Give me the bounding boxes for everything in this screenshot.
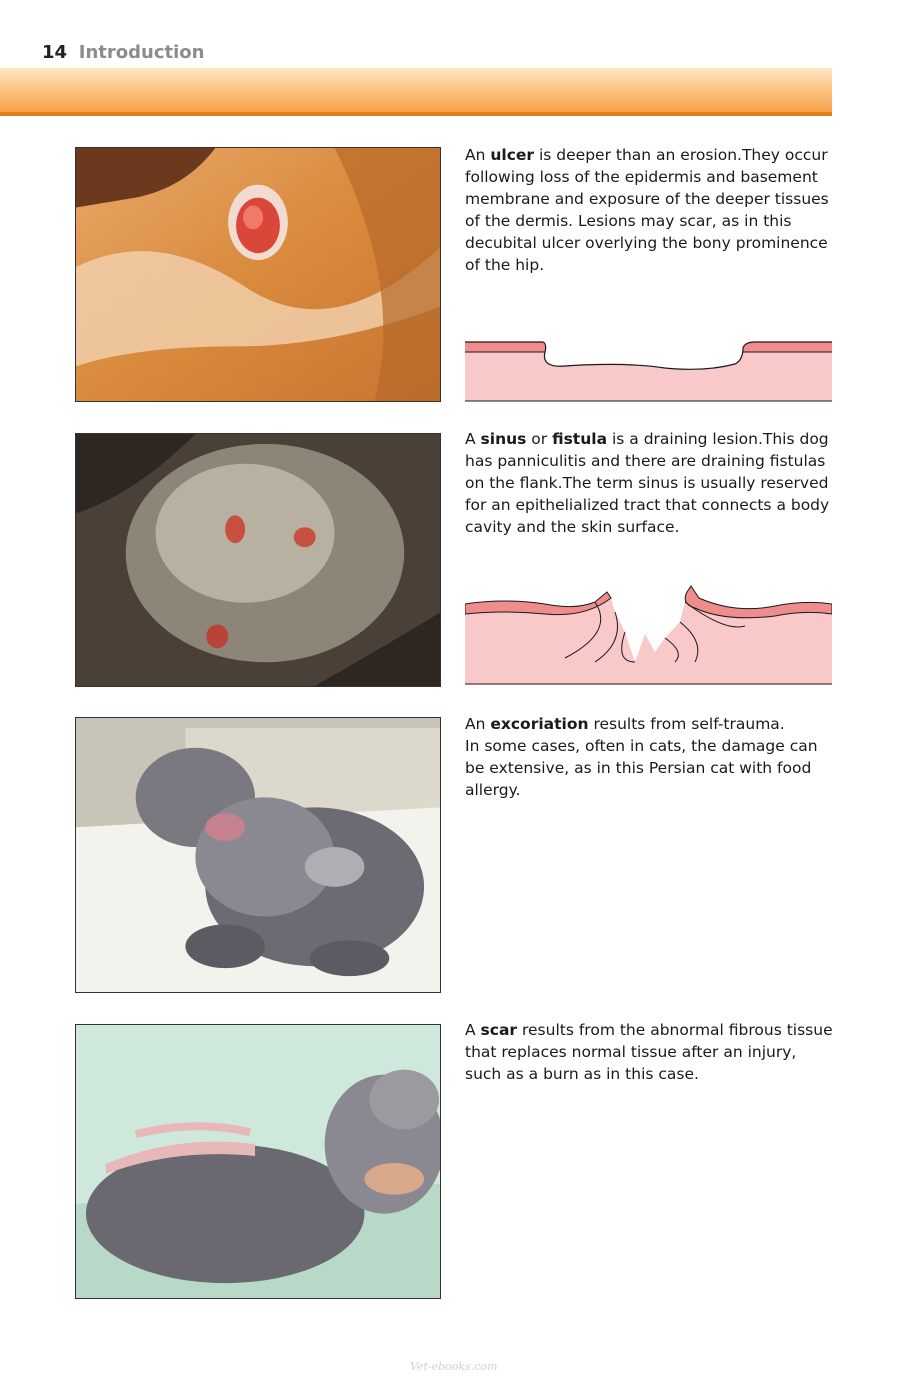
term-fistula: fistula (552, 430, 608, 448)
ulcer-photo (75, 147, 441, 402)
term-ulcer: ulcer (490, 146, 535, 164)
excoriation-description: An excoriation results from self-trauma. In some cases, often in cats, the damage can be extensive, as in this Persian cat with food allergy. (465, 715, 818, 799)
fistula-description: A sinus or fistula is a draining lesion.This dog has panniculitis and there are draining fistulas on the flank.The term sinus is usually reserved for an epithelialized tract that connects a body cavity and the skin surface. (465, 430, 830, 536)
fistula-diagram (465, 582, 832, 686)
header-band (0, 68, 832, 116)
term-sinus: sinus (480, 430, 527, 448)
running-head (42, 42, 204, 63)
page-number: 14 (42, 42, 68, 63)
fistula-photo (75, 433, 441, 687)
excoriation-photo (75, 717, 441, 993)
ulcer-description: An ulcer is deeper than an erosion.They occur following loss of the epidermis and basement membrane and exposure of the deeper tissues of the dermis. Lesions may scar, as in this decubital ulcer overlying the bony prominence of the hip. (465, 146, 829, 274)
watermark: Vet-ebooks.com (410, 1360, 498, 1373)
section-title: Introduction (78, 42, 205, 63)
scar-description: A scar results from the abnormal fibrous tissue that replaces normal tissue after an injury, such as a burn as in this case. (465, 1021, 833, 1083)
ulcer-diagram (465, 338, 832, 404)
scar-photo (75, 1024, 441, 1299)
term-scar: scar (480, 1021, 518, 1039)
term-excoriation: excoriation (490, 715, 589, 733)
